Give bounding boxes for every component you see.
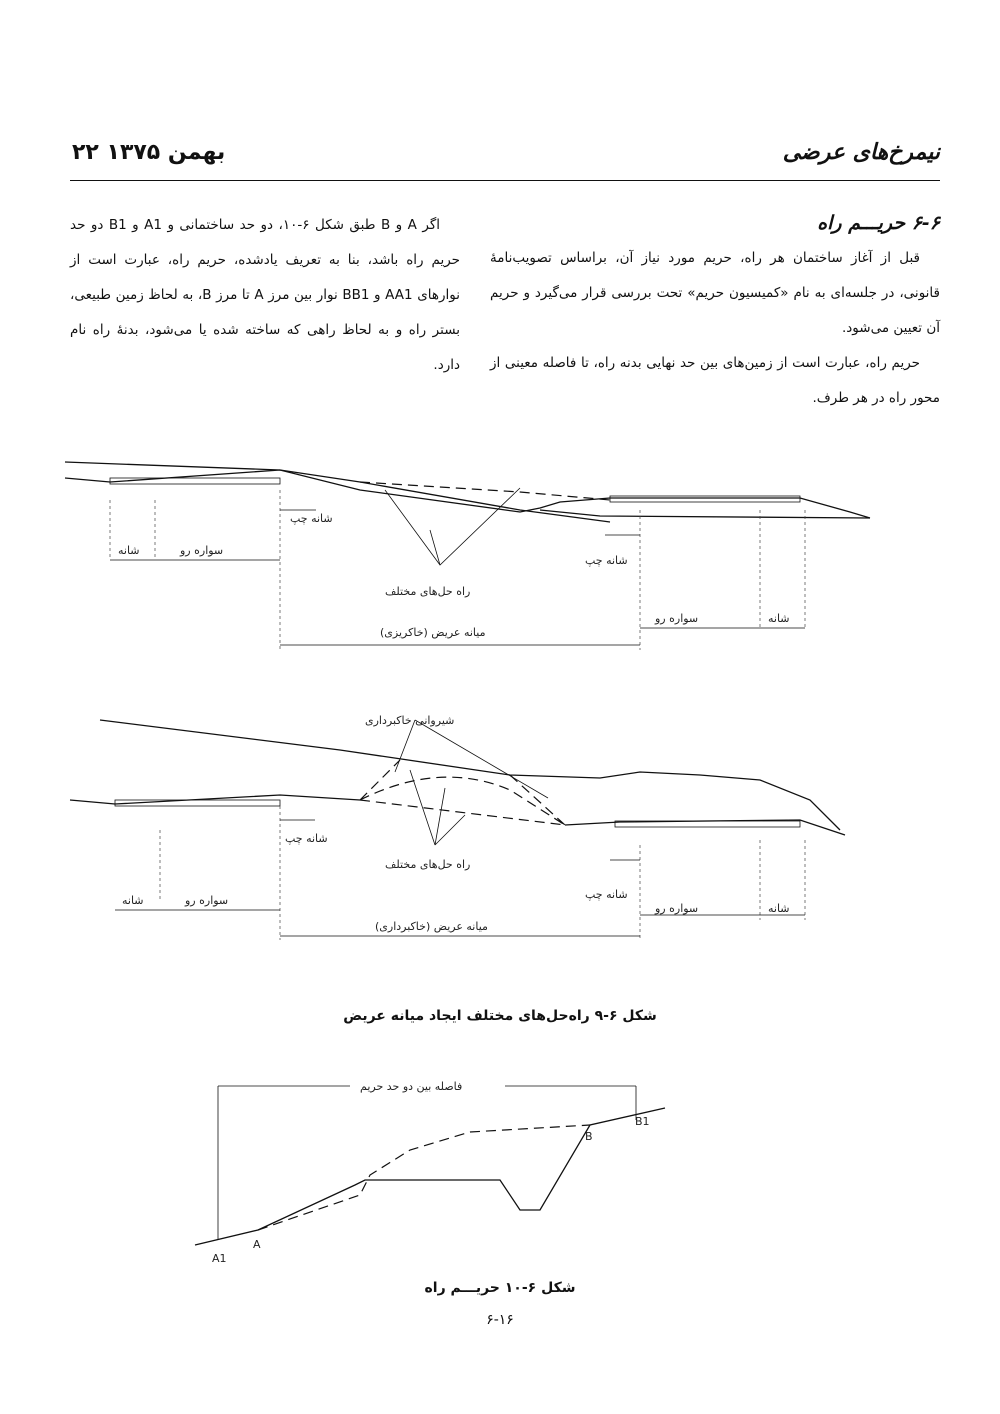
label-shoulder: شانه: [768, 612, 790, 625]
label-carriageway: سواره رو: [655, 902, 699, 915]
label-carriageway: سواره رو: [185, 894, 229, 907]
label-shoulder: شانه: [122, 894, 144, 907]
header-date: ۲۲ بهمن ۱۳۷۵: [72, 140, 226, 165]
label-B1: B1: [635, 1115, 650, 1128]
ground-line: [65, 462, 610, 522]
label-median: میانه عریض (خاکبرداری): [375, 920, 488, 933]
carriageway-left: [110, 478, 280, 484]
label-solutions: راه حل‌های مختلف: [385, 858, 471, 871]
figure-wide-median-cut: [0, 700, 1000, 950]
natural-ground: [258, 1125, 590, 1230]
ground-line: [100, 720, 840, 830]
road-profile: [70, 795, 845, 835]
label-left-shoulder: شانه چپ: [285, 832, 328, 845]
label-left-shoulder: شانه چپ: [290, 512, 333, 525]
figure-caption: شکل ۶-۹ راه‌حل‌های مختلف ایجاد میانه عریض: [343, 1008, 657, 1024]
carriageway-right: [610, 496, 800, 502]
alt-solution-line: [360, 482, 610, 500]
chapter-title: نیمرخ‌های عرضی: [782, 140, 940, 165]
section-title: ۶-۶ حریـــم راه: [817, 212, 940, 234]
page-number: ۶-۱۶: [486, 1312, 514, 1328]
paragraph: قبل از آغاز ساختمان هر راه، حریم مورد نیاز آن، براساس تصویب‌نامهٔ قانونی، در جلسه‌ای به نام «کمیسیون حریم» تحت بررسی قرار می‌گیرد و حریم آن تعیین می‌شود.: [490, 250, 940, 336]
label-shoulder: شانه: [768, 902, 790, 915]
label-carriageway: سواره رو: [655, 612, 699, 625]
alt-solution-lines: [360, 760, 565, 825]
label-median: میانه عریض (خاکریزی): [380, 626, 486, 639]
label-A: A: [253, 1238, 261, 1251]
header-rule: [70, 180, 940, 181]
leader-lines: [395, 720, 548, 845]
right-column: [490, 206, 940, 416]
label-A1: A1: [212, 1252, 227, 1265]
paragraph: اگر A و B طبق شکل ۶-۱۰، دو حد ساختمانی و A1 و B1 دو حد حریم راه باشد، بنا به تعریف یادشده، حریم راه، عبارت است از نوارهای AA1 و BB1 نوار بین مرز A تا مرز B، به لحاظ زمین طبیعی، بستر راه و به لحاظ راهی که ساخته شده یا می‌شود، بدنهٔ راه نام دارد.: [70, 217, 461, 373]
label-cut-slopes: شیروانی خاکبرداری: [365, 714, 455, 727]
label-solutions: راه حل‌های مختلف: [385, 585, 471, 598]
label-left-shoulder: شانه چپ: [585, 888, 628, 901]
label-shoulder: شانه: [118, 544, 140, 557]
road-body: [195, 1108, 665, 1245]
label-carriageway: سواره رو: [180, 544, 224, 557]
left-column: [70, 208, 460, 383]
road-profile: [65, 470, 870, 518]
label-distance: فاصله بین دو حد حریم: [360, 1080, 463, 1093]
figure-wide-median-fill: [0, 450, 1000, 670]
leader-lines: [385, 488, 520, 565]
figure-caption: شکل ۶-۱۰ حریـــم راه: [424, 1280, 576, 1296]
label-left-shoulder: شانه چپ: [585, 554, 628, 567]
paragraph: حریم راه، عبارت است از زمین‌های بین حد نهایی بدنه راه، تا فاصله معینی از محور راه در هر طرف.: [490, 355, 940, 406]
label-B: B: [585, 1130, 593, 1143]
figure-right-of-way: [0, 1070, 1000, 1280]
